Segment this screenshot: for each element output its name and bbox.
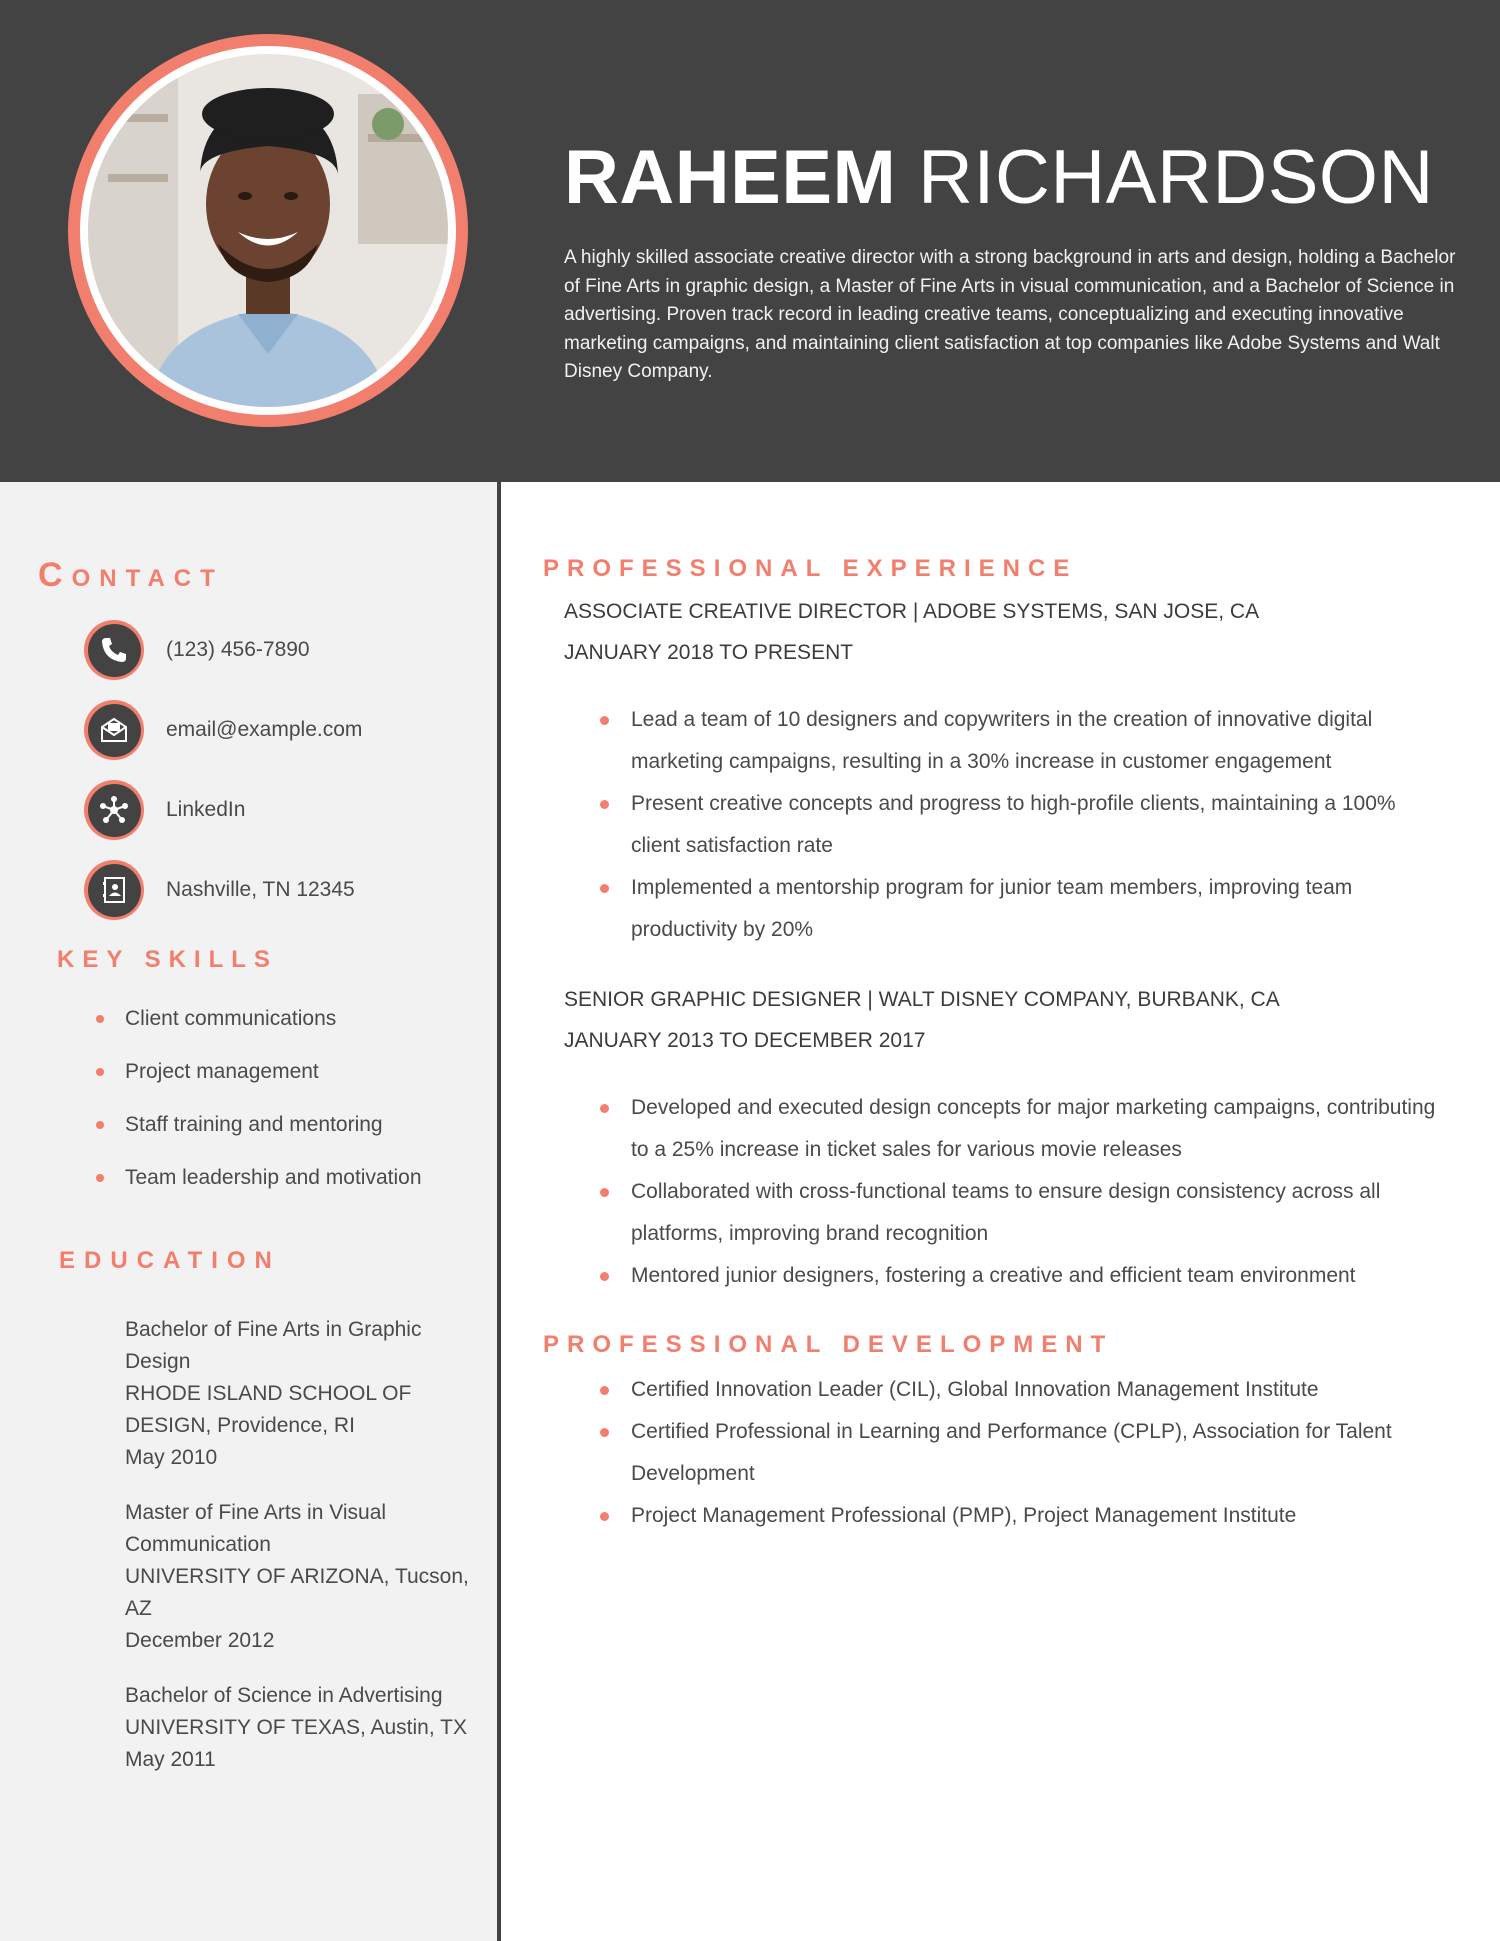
degree: Master of Fine Arts in Visual Communication xyxy=(125,1501,387,1556)
list-item: Client communications xyxy=(96,1005,476,1032)
profile-summary: A highly skilled associate creative director with a strong background in arts and design, holding a Bachelor of Fine Arts in graphic design, a Master of Fine Arts in visual communication, and a Bachelor of Science in advertising. Proven track record in leading creative teams, conceptualizing and executing innovative marketing campaigns, and maintaining client satisfaction at top companies like Adobe Systems and Walt Disney Company. xyxy=(564,247,1456,382)
job-dates: JANUARY 2013 TO DECEMBER 2017 xyxy=(564,1029,926,1052)
column-divider xyxy=(497,482,501,1941)
school: UNIVERSITY OF TEXAS, Austin, TX xyxy=(125,1716,467,1739)
email-address: email@example.com xyxy=(166,718,363,741)
list-item: Project Management Professional (PMP), Project Management Institute xyxy=(564,1495,1444,1537)
network-icon xyxy=(84,780,144,840)
graduation-date: December 2012 xyxy=(125,1629,275,1652)
linkedin-link: LinkedIn xyxy=(166,798,246,821)
job-title: SENIOR GRAPHIC DESIGNER | WALT DISNEY COMPANY, BURBANK, CA xyxy=(564,988,1280,1011)
degree: Bachelor of Fine Arts in Graphic Design xyxy=(125,1318,422,1373)
phone-number: (123) 456-7890 xyxy=(166,638,310,661)
contact-list xyxy=(84,610,484,930)
list-item: Project management xyxy=(96,1058,476,1085)
graduation-date: May 2011 xyxy=(125,1748,216,1771)
list-item: Collaborated with cross-functional teams to ensure design consistency across all platforms, improving brand recognition xyxy=(564,1171,1444,1255)
job-entry xyxy=(564,591,1444,951)
phone-icon xyxy=(84,620,144,680)
header-banner xyxy=(0,0,1500,482)
skills-heading: KEY SKILLS xyxy=(57,946,278,973)
school: UNIVERSITY OF ARIZONA, Tucson, AZ xyxy=(125,1565,469,1620)
education-entry xyxy=(125,1680,485,1776)
contact-phone[interactable] xyxy=(84,610,484,690)
list-item: Certified Professional in Learning and Performance (CPLP), Association for Talent Development xyxy=(564,1411,1444,1495)
development-list xyxy=(564,1369,1444,1537)
education-entry xyxy=(125,1497,485,1657)
job-entry xyxy=(564,979,1444,1297)
last-name: RICHARDSON xyxy=(917,135,1434,220)
education-entry xyxy=(125,1314,485,1474)
job-title: ASSOCIATE CREATIVE DIRECTOR | ADOBE SYSTEMS, SAN JOSE, CA xyxy=(564,600,1260,623)
skills-list xyxy=(96,1005,476,1217)
first-name: RAHEEM xyxy=(564,135,897,220)
email-icon xyxy=(84,700,144,760)
contact-linkedin[interactable] xyxy=(84,770,484,850)
list-item: Team leadership and motivation xyxy=(96,1164,476,1191)
degree: Bachelor of Science in Advertising xyxy=(125,1684,443,1707)
contact-heading: CONTACT xyxy=(38,556,224,594)
development-heading: PROFESSIONAL DEVELOPMENT xyxy=(543,1331,1114,1358)
contact-email[interactable] xyxy=(84,690,484,770)
candidate-name xyxy=(564,135,1434,220)
job-bullets xyxy=(564,699,1444,951)
list-item: Staff training and mentoring xyxy=(96,1111,476,1138)
address-book-icon xyxy=(84,860,144,920)
job-bullets xyxy=(564,1087,1444,1297)
graduation-date: May 2010 xyxy=(125,1446,218,1469)
education-list xyxy=(125,1314,485,1799)
job-dates: JANUARY 2018 TO PRESENT xyxy=(564,641,854,664)
profile-photo-frame xyxy=(68,34,468,427)
education-heading: EDUCATION xyxy=(59,1247,281,1274)
list-item: Developed and executed design concepts for major marketing campaigns, contributing to a 25% increase in ticket sales for various movie releases xyxy=(564,1087,1444,1171)
list-item: Lead a team of 10 designers and copywriters in the creation of innovative digital marketing campaigns, resulting in a 30% increase in customer engagement xyxy=(564,699,1444,783)
list-item: Present creative concepts and progress to high-profile clients, maintaining a 100% client satisfaction rate xyxy=(564,783,1444,867)
list-item: Certified Innovation Leader (CIL), Global Innovation Management Institute xyxy=(564,1369,1444,1411)
profile-photo xyxy=(88,54,448,407)
contact-address[interactable] xyxy=(84,850,484,930)
school: RHODE ISLAND SCHOOL OF DESIGN, Providence, RI xyxy=(125,1382,412,1437)
experience-heading: PROFESSIONAL EXPERIENCE xyxy=(543,555,1078,582)
list-item: Implemented a mentorship program for junior team members, improving team productivity by 20% xyxy=(564,867,1444,951)
location: Nashville, TN 12345 xyxy=(166,878,355,901)
list-item: Mentored junior designers, fostering a creative and efficient team environment xyxy=(564,1255,1444,1297)
